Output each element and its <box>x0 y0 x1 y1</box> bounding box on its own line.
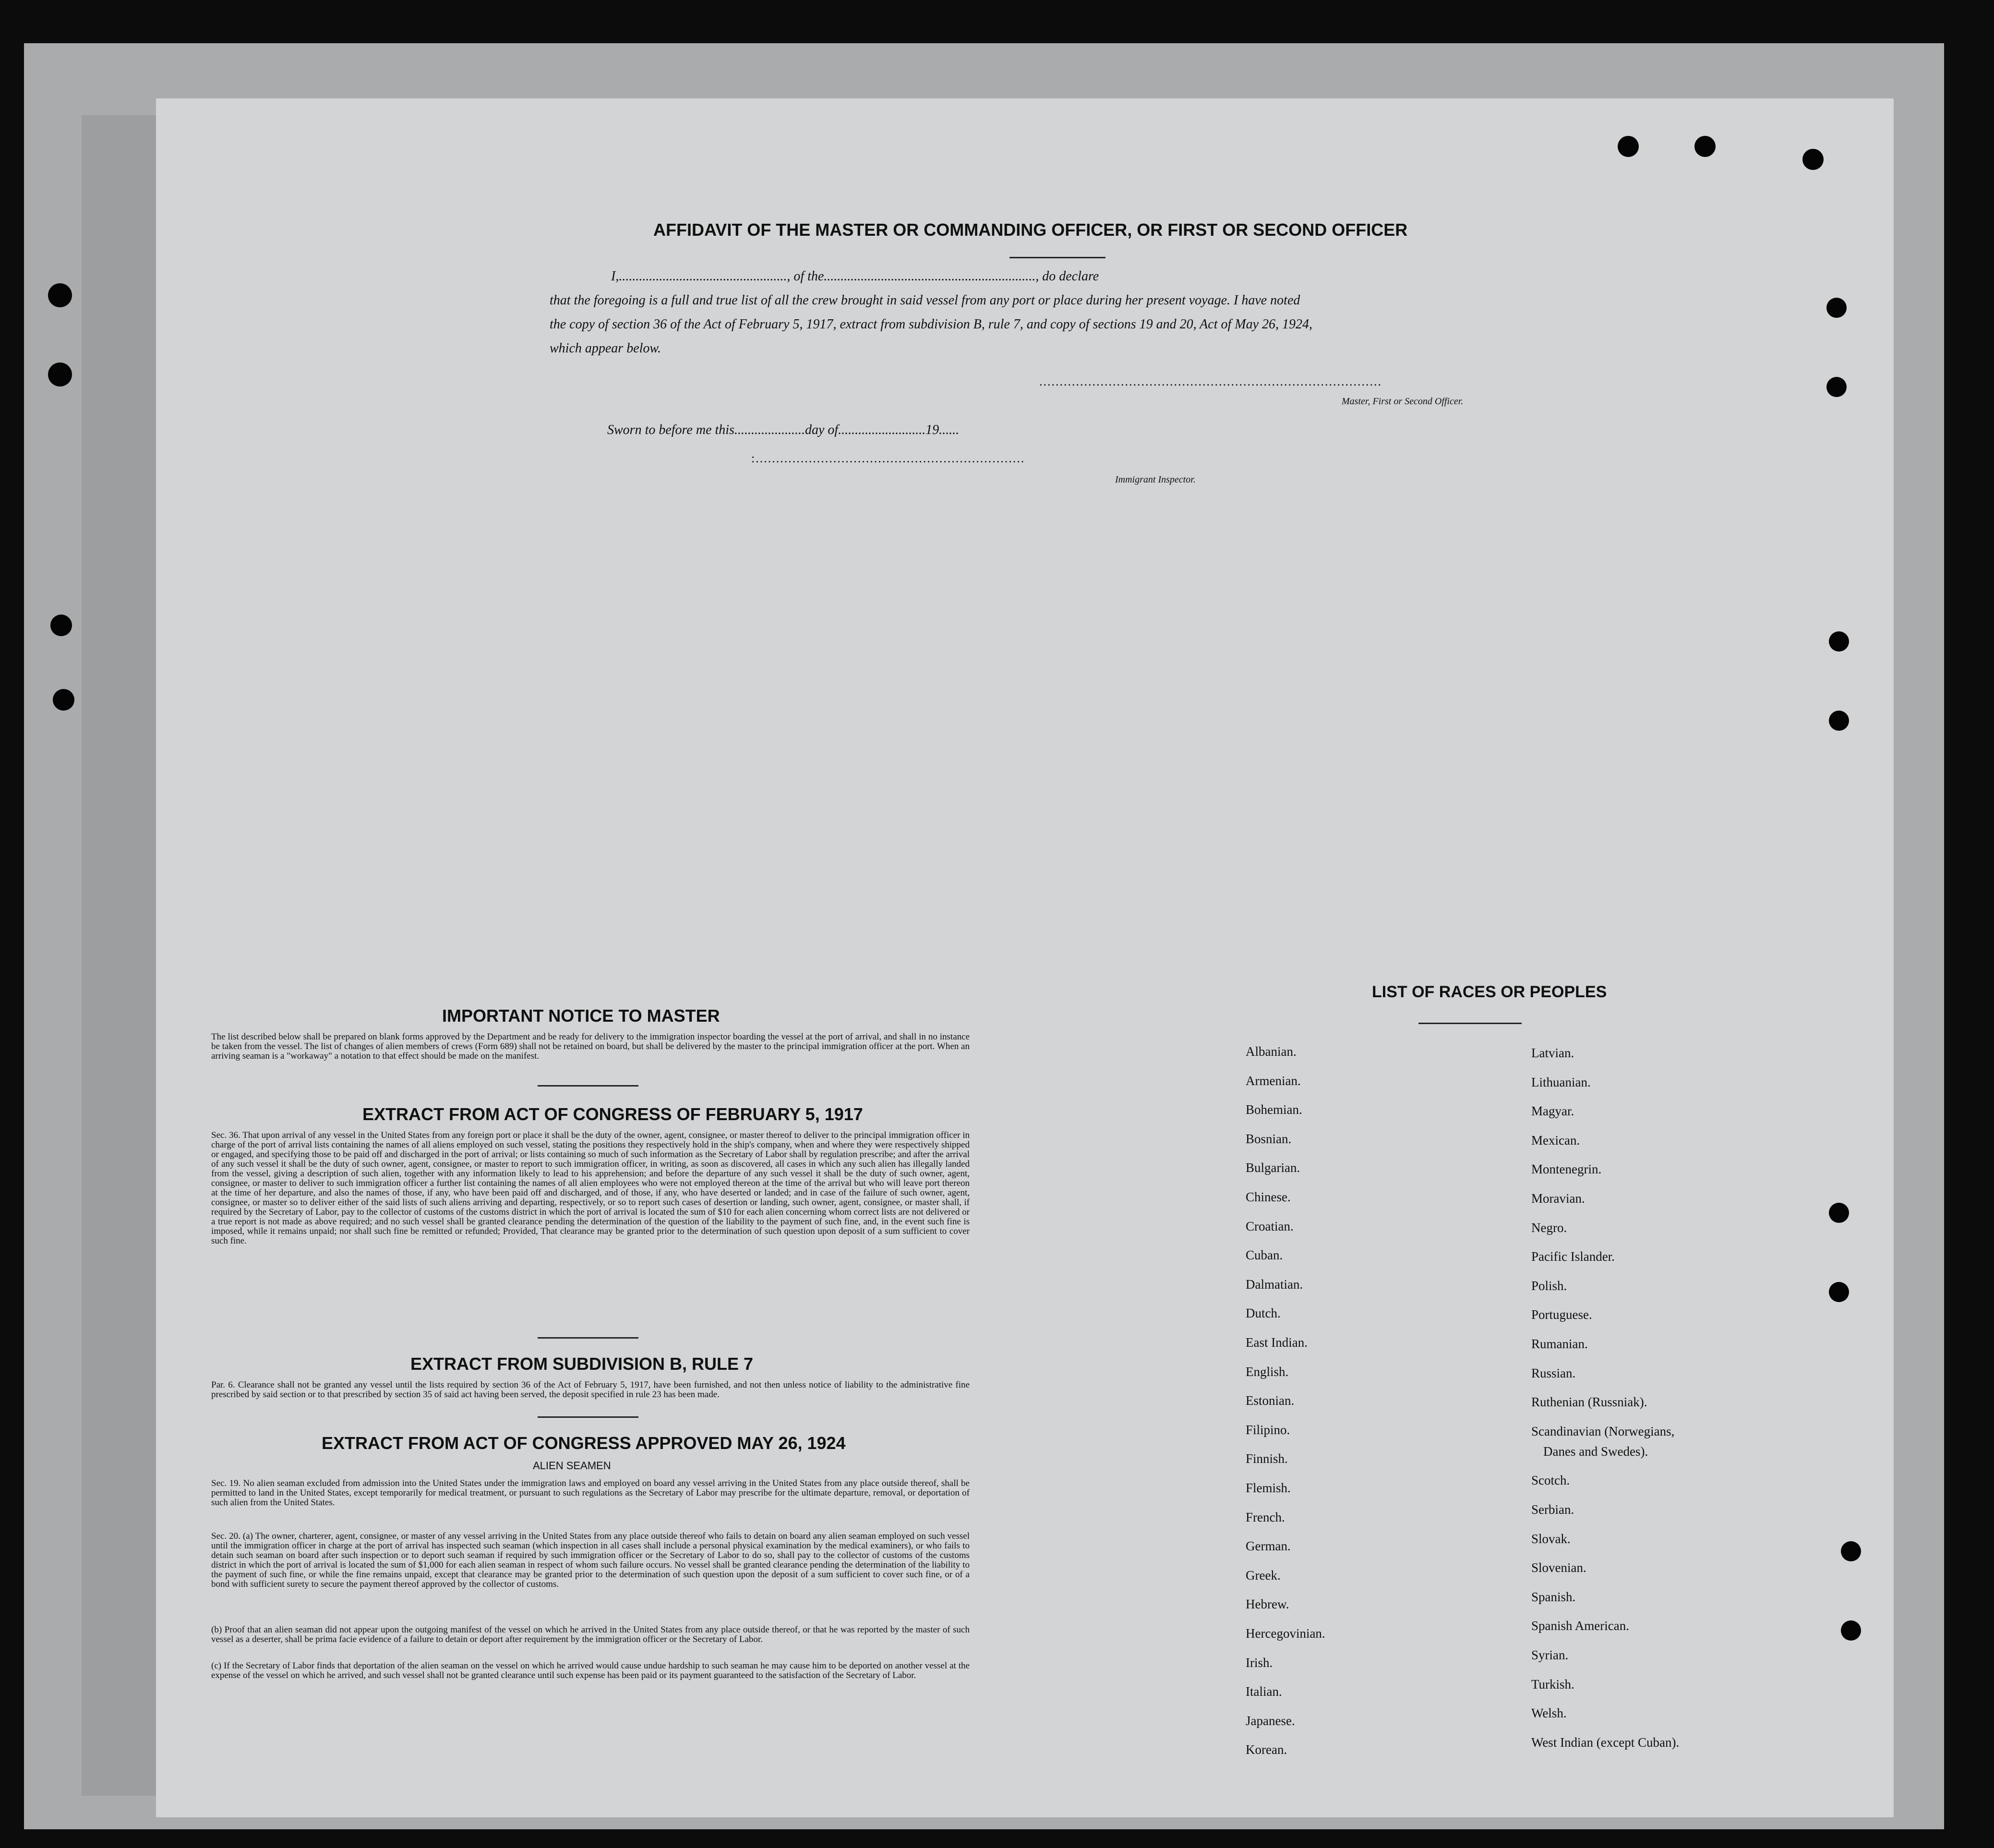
race-item: Bosnian. <box>1246 1131 1292 1146</box>
affidavit-line-3: the copy of section 36 of the Act of February 5, 1917, extract from subdivision B, rule 7, and copy of sections 19 and 20, Act of May 26, 1924, <box>550 317 1313 332</box>
punch-hole <box>1841 1620 1861 1641</box>
race-item: Japanese. <box>1246 1713 1295 1728</box>
race-item: Albanian. <box>1246 1044 1297 1059</box>
race-item: Slovenian. <box>1531 1560 1586 1575</box>
extract-rule7-body: Par. 6. Clearance shall not be granted any vessel until the lists required by section 36 of the Act of February 5, 1917, have been furnished, and not then unless notice of liability to the administrative fine prescribed by said section or to that prescribed by section 35 of said act having been served, the deposit specified in rule 23 has been made. <box>211 1380 970 1400</box>
race-item: East Indian. <box>1246 1335 1308 1350</box>
race-item: Filipino. <box>1246 1422 1290 1437</box>
race-item: Lithuanian. <box>1531 1075 1591 1089</box>
affidavit-title: AFFIDAVIT OF THE MASTER OR COMMANDING OFFICER, OR FIRST OR SECOND OFFICER <box>653 220 1408 240</box>
inspector-dotted-line: :.................................................................. <box>751 451 1025 465</box>
race-item: Dalmatian. <box>1246 1277 1303 1292</box>
race-item: French. <box>1246 1510 1285 1524</box>
race-item: Croatian. <box>1246 1219 1294 1233</box>
notice-rule <box>538 1085 638 1087</box>
race-item: Latvian. <box>1531 1046 1574 1060</box>
punch-hole <box>48 362 72 387</box>
extract-1924-title: EXTRACT FROM ACT OF CONGRESS APPROVED MAY 26, 1924 <box>322 1433 846 1453</box>
race-item: English. <box>1246 1364 1289 1379</box>
race-item: Mexican. <box>1531 1133 1580 1147</box>
inspector-caption: Immigrant Inspector. <box>1115 474 1196 485</box>
affidavit-line-1: I,.................................................., of the..............................................................., do declare <box>611 269 1099 284</box>
extract-1917-rule <box>538 1337 638 1339</box>
signature-caption: Master, First or Second Officer. <box>1342 396 1464 407</box>
extract-1924-sec20c: (c) If the Secretary of Labor finds that deportation of the alien seaman on the vessel on which he arrived would cause undue hardship to such seaman he may cause him to be deported on another vessel at the expense of the vessel on which he arrived, and such vessel shall not be granted clearance until such expense has been paid or its payment guaranteed to the satisfaction of the Secretary of Labor. <box>211 1661 970 1680</box>
punch-hole <box>1829 631 1849 652</box>
extract-rule7-title: EXTRACT FROM SUBDIVISION B, RULE 7 <box>410 1354 754 1374</box>
race-item: Serbian. <box>1531 1502 1574 1517</box>
race-item: Magyar. <box>1531 1104 1574 1119</box>
extract-1917-body: Sec. 36. That upon arrival of any vessel in the United States from any foreign port or place it shall be the duty of the owner, agent, consignee, or master thereof to deliver to the principal immigration officer in charge of the port of arrival lists containing the names of all aliens employed on such vessel, stating the positions they respectively hold in the ship's company, when and where they were respectively shipped or engaged, and specifying those to be paid off and discharged in the port of arrival; or lists containing so much of such information as the Secretary of Labor shall by regulation prescribe; and after the arrival of any such vessel it shall be the duty of such owner, agent, consignee, or master to report to such immigration officer, in writing, as soon as discovered, all cases in which any such alien has illegally landed from the vessel, giving a description of such alien, together with any information likely to lead to his apprehension; and before the departure of any such vessel it shall be the duty of such owner, agent, consignee, or master to deliver to such immigration officer a further list containing the names of all alien employees who were not employed thereon at the time of the arrival but who will leave port thereon at the time of her departure, and also the names of those, if any, who have been paid off and discharged, and of those, if any, who have deserted or landed; and in case of the failure of such owner, agent, consignee, or master so to deliver either of the said lists of such aliens arriving and departing, respectively, or so to report such cases of desertion or landing, such owner, agent, consignee, or master shall, if required by the Secretary of Labor, pay to the collector of customs of the customs district in which the port of arrival is located the sum of $10 for each alien concerning whom correct lists are not delivered or a true report is not made as above required; and no such vessel shall be granted clearance pending the determination of the question of the liability to the payment of such fine, and, in the event such fine is imposed, while it remains unpaid; nor shall such fine be remitted or refunded; Provided, That clearance may be granted prior to the determination of such question upon deposit of a sum sufficient to cover such fine. <box>211 1130 970 1246</box>
race-item: Bohemian. <box>1246 1102 1302 1117</box>
race-item: Cuban. <box>1246 1248 1283 1263</box>
race-item: Korean. <box>1246 1742 1287 1757</box>
extract-1924-subtitle: ALIEN SEAMEN <box>533 1460 611 1472</box>
sworn-line: Sworn to before me this.....................day of..........................19...... <box>607 423 960 437</box>
race-item: Hercegovinian. <box>1246 1626 1325 1641</box>
race-item: Italian. <box>1246 1684 1282 1699</box>
race-item: Welsh. <box>1531 1706 1567 1721</box>
race-item: Estonian. <box>1246 1393 1295 1408</box>
race-item: Flemish. <box>1246 1481 1291 1495</box>
extract-rule7-rule <box>538 1416 638 1418</box>
punch-hole <box>1802 149 1824 170</box>
race-item: Portuguese. <box>1531 1307 1592 1322</box>
race-item: Chinese. <box>1246 1190 1291 1204</box>
race-item: Spanish American. <box>1531 1619 1629 1633</box>
punch-hole <box>1841 1541 1861 1561</box>
race-item: Moravian. <box>1531 1191 1585 1206</box>
race-item: Pacific Islander. <box>1531 1249 1615 1264</box>
extract-1924-sec20a: Sec. 20. (a) The owner, charterer, agent, consignee, or master of any vessel arriving in the United States from any place outside thereof who fails to detain on board any alien seaman employed on such vessel until the immigration officer in charge at the port of arrival has inspected such seaman (which inspection in all cases shall include a personal physical examination by the medical examiners), or who fails to detain such seaman on board after such inspection or to deport such seaman if required by such immigration officer or the Secretary of Labor to do so, shall pay to the collector of customs of the customs district in which the port of arrival is located the sum of $1,000 for each alien seaman in respect of whom such failure occurs. No vessel shall be granted clearance pending the determination of the liability to the payment of such fine, or while the fine remains unpaid, except that clearance may be granted prior to the determination of such question upon the deposit of a sum sufficient to cover such fine, or of a bond with sufficient surety to secure the payment thereof approved by the collector of customs. <box>211 1531 970 1589</box>
race-item: Ruthenian (Russniak). <box>1531 1395 1647 1410</box>
race-item: Dutch. <box>1246 1306 1281 1321</box>
race-item: Finnish. <box>1246 1451 1288 1466</box>
races-title: LIST OF RACES OR PEOPLES <box>1372 983 1607 1001</box>
race-item: German. <box>1246 1539 1291 1554</box>
race-item: West Indian (except Cuban). <box>1531 1735 1680 1750</box>
notice-title: IMPORTANT NOTICE TO MASTER <box>442 1006 720 1026</box>
extract-1917-title: EXTRACT FROM ACT OF CONGRESS OF FEBRUARY 5, 1917 <box>362 1104 863 1124</box>
races-title-rule <box>1418 1023 1522 1024</box>
race-item: Rumanian. <box>1531 1337 1588 1351</box>
race-item: Hebrew. <box>1246 1597 1289 1612</box>
extract-1924-sec20b: (b) Proof that an alien seaman did not appear upon the outgoing manifest of the vessel on which he arrived in the United States from any place outside thereof, or that he was reported by the master of such vessel as a deserter, shall be prima facie evidence of a failure to detain or deport after requirement by the immigration officer or the Secretary of Labor. <box>211 1625 970 1644</box>
document-page <box>156 98 1894 1817</box>
race-item: Turkish. <box>1531 1677 1574 1691</box>
notice-body: The list described below shall be prepared on blank forms approved by the Department and be ready for delivery to the immigration inspector boarding the vessel at the port of arrival, and shall in no instance be taken from the vessel. The list of changes of alien members of crews (Form 689) shall not be retained on board, but shall be delivered by the master to the principal immigration officer at the port. When an arriving seaman is a "workaway" a notation to that effect should be made on the manifest. <box>211 1032 970 1061</box>
punch-hole <box>1829 1203 1849 1223</box>
punch-hole <box>1826 298 1847 318</box>
punch-hole <box>53 689 74 711</box>
race-item: Armenian. <box>1246 1073 1301 1088</box>
race-item: Slovak. <box>1531 1531 1571 1546</box>
affidavit-line-2: that the foregoing is a full and true list of all the crew brought in said vessel from any port or place during her present voyage. I have noted <box>550 293 1300 308</box>
race-item: Bulgarian. <box>1246 1160 1300 1175</box>
punch-hole <box>1618 136 1639 157</box>
race-item: Scandinavian (Norwegians, <box>1531 1424 1675 1438</box>
affidavit-title-rule <box>1009 257 1105 258</box>
punch-hole <box>1826 377 1847 397</box>
signature-dotted-line: .................................................................................... <box>1039 374 1382 388</box>
race-item: Montenegrin. <box>1531 1162 1602 1177</box>
race-item: Spanish. <box>1531 1589 1576 1604</box>
punch-hole <box>1694 136 1716 157</box>
extract-1924-sec19: Sec. 19. No alien seaman excluded from admission into the United States under the immigration laws and employed on board any vessel arriving in the United States from any place outside thereof, shall be permitted to land in the United States, except temporarily for medical treatment, or pursuant to such regulations as the Secretary of Labor may prescribe for the ultimate departure, removal, or deportation of such alien from the United States. <box>211 1478 970 1508</box>
race-item: Polish. <box>1531 1278 1567 1293</box>
race-item: Scotch. <box>1531 1473 1570 1488</box>
punch-hole <box>1829 711 1849 731</box>
punch-hole <box>48 283 72 307</box>
race-item: Russian. <box>1531 1365 1576 1380</box>
race-item: Danes and Swedes). <box>1543 1444 1648 1459</box>
affidavit-line-4: which appear below. <box>550 341 661 356</box>
race-item: Greek. <box>1246 1568 1281 1582</box>
race-item: Syrian. <box>1531 1648 1569 1662</box>
punch-hole <box>1829 1282 1849 1302</box>
race-item: Irish. <box>1246 1655 1273 1670</box>
punch-hole <box>50 615 72 636</box>
race-item: Negro. <box>1531 1220 1567 1235</box>
